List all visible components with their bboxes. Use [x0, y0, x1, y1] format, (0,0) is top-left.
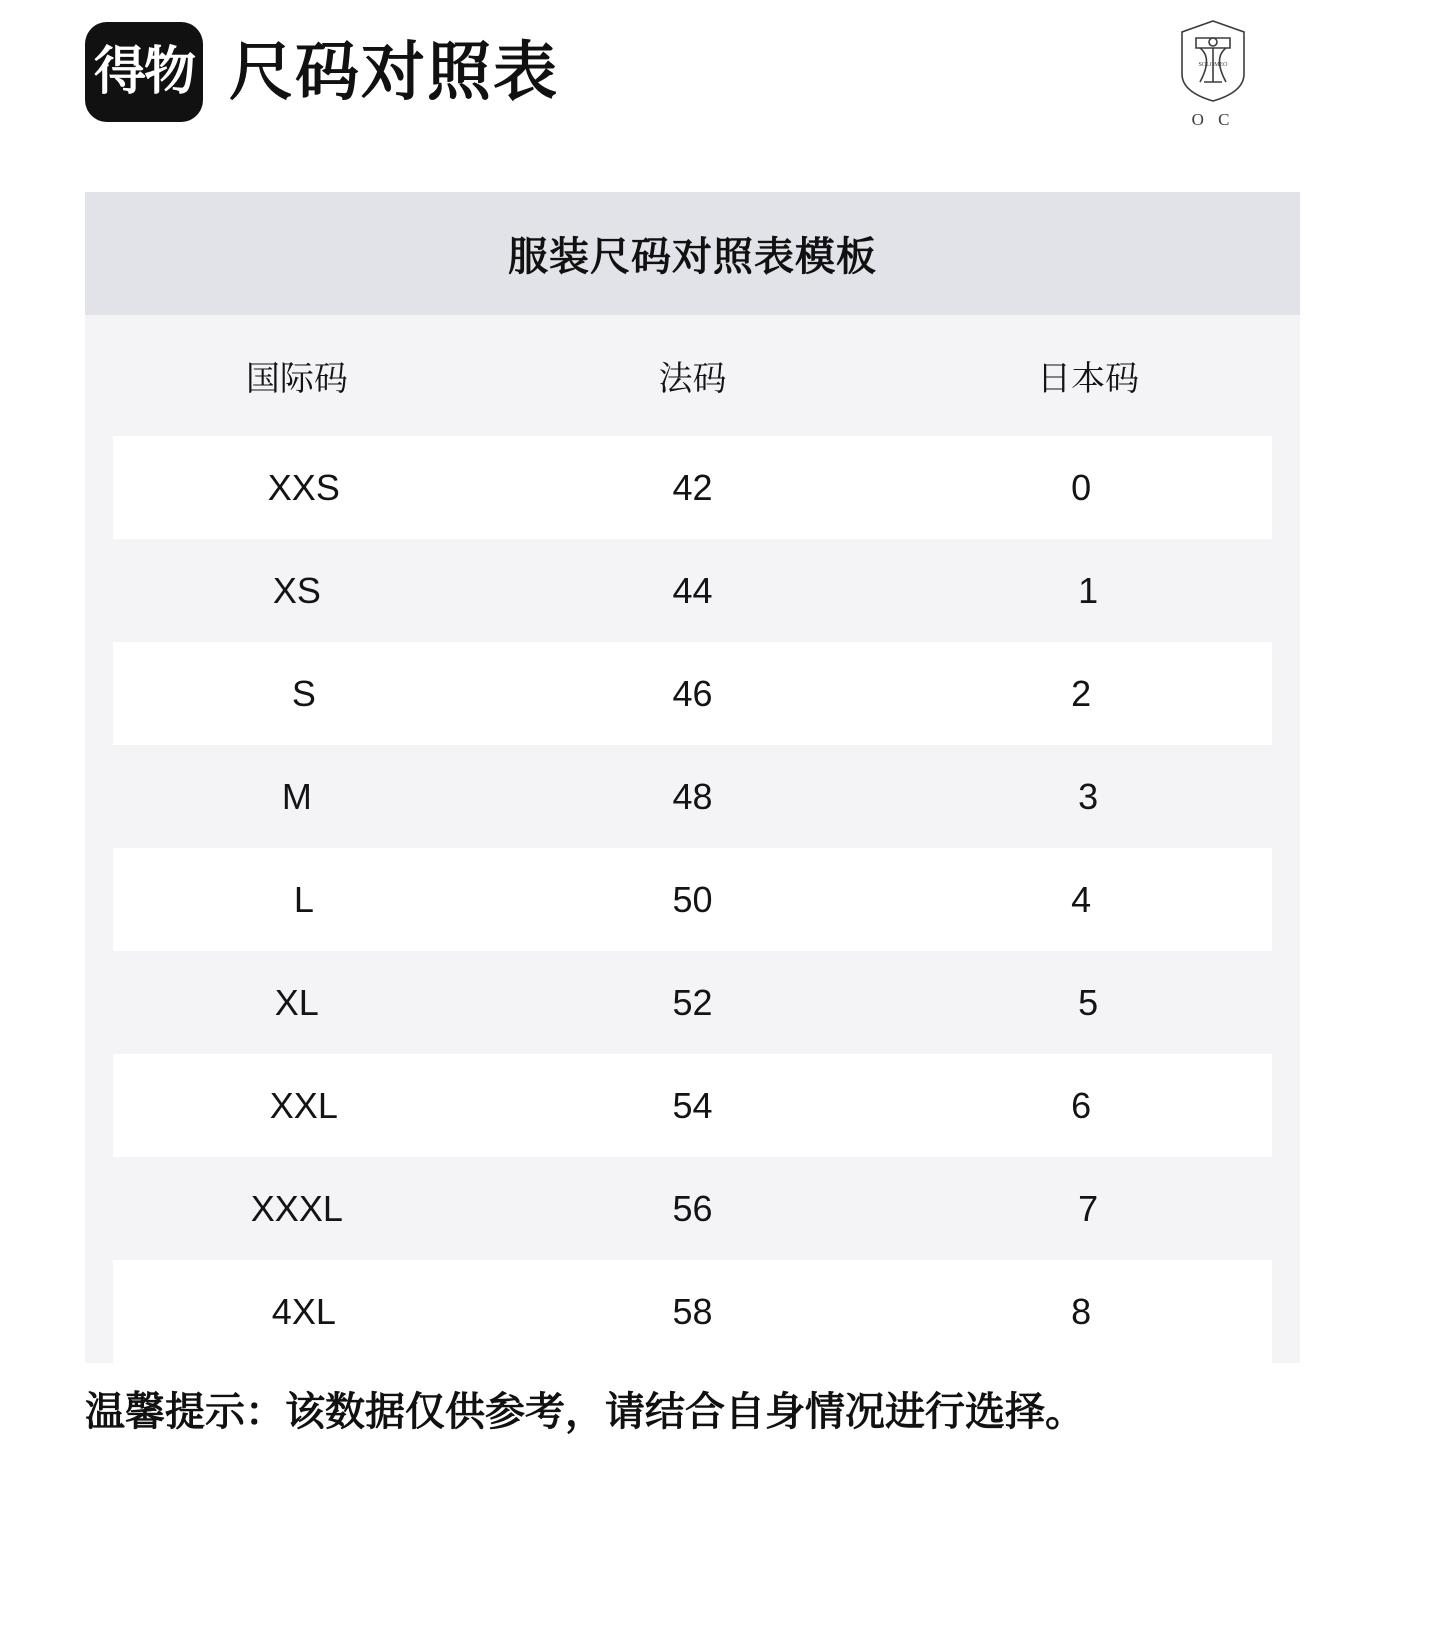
cell-japanese: 7 — [890, 1157, 1286, 1260]
table-title: 服装尺码对照表模板 — [85, 192, 1300, 315]
cell-international: XXXL — [99, 1157, 495, 1260]
footer-text: 该数据仅供参考，请结合自身情况进行选择。 — [285, 1390, 1085, 1434]
cell-french: 56 — [495, 1157, 891, 1260]
cell-international: XS — [99, 539, 495, 642]
table-head — [99, 315, 1286, 436]
dewu-logo — [85, 22, 203, 122]
table-row — [99, 1157, 1286, 1260]
column-header-french: 法码 — [495, 315, 891, 436]
cell-french: 44 — [495, 539, 891, 642]
cell-international: XXS — [99, 436, 495, 539]
cell-french: 52 — [495, 951, 891, 1054]
cell-french: 42 — [495, 436, 891, 539]
cell-international: M — [99, 745, 495, 848]
brand-crest — [1158, 18, 1268, 130]
table-row — [99, 642, 1286, 745]
cell-japanese: 3 — [890, 745, 1286, 848]
footer-note — [85, 1388, 1360, 1436]
cell-international: S — [99, 642, 495, 745]
table-row — [99, 1260, 1286, 1363]
table-body — [99, 436, 1286, 1363]
cell-international: XXL — [99, 1054, 495, 1157]
cell-french: 46 — [495, 642, 891, 745]
size-chart — [85, 192, 1300, 1363]
cell-japanese: 6 — [890, 1054, 1286, 1157]
cell-international: XL — [99, 951, 495, 1054]
crest-inner-text: SOLOMEO — [1198, 62, 1228, 68]
table-row — [99, 951, 1286, 1054]
crest-icon — [1174, 18, 1252, 104]
cell-japanese: 0 — [890, 436, 1286, 539]
cell-french: 48 — [495, 745, 891, 848]
cell-french: 50 — [495, 848, 891, 951]
cell-japanese: 1 — [890, 539, 1286, 642]
logo-text: 得物 — [93, 42, 194, 102]
table-row — [99, 1054, 1286, 1157]
page-title: 尺码对照表 — [229, 36, 559, 108]
footer-label: 温馨提示： — [85, 1390, 285, 1434]
table-row — [99, 745, 1286, 848]
cell-japanese: 5 — [890, 951, 1286, 1054]
cell-french: 58 — [495, 1260, 891, 1363]
cell-japanese: 2 — [890, 642, 1286, 745]
table-header-row — [99, 315, 1286, 436]
cell-international: L — [99, 848, 495, 951]
table-row — [99, 848, 1286, 951]
page-header — [0, 0, 1443, 180]
cell-japanese: 8 — [890, 1260, 1286, 1363]
table-row — [99, 436, 1286, 539]
crest-caption: O C — [1191, 110, 1235, 129]
cell-international: 4XL — [99, 1260, 495, 1363]
column-header-japanese: 日本码 — [890, 315, 1286, 436]
table-row — [99, 539, 1286, 642]
size-table — [85, 315, 1300, 1363]
cell-french: 54 — [495, 1054, 891, 1157]
cell-japanese: 4 — [890, 848, 1286, 951]
column-header-international: 国际码 — [99, 315, 495, 436]
